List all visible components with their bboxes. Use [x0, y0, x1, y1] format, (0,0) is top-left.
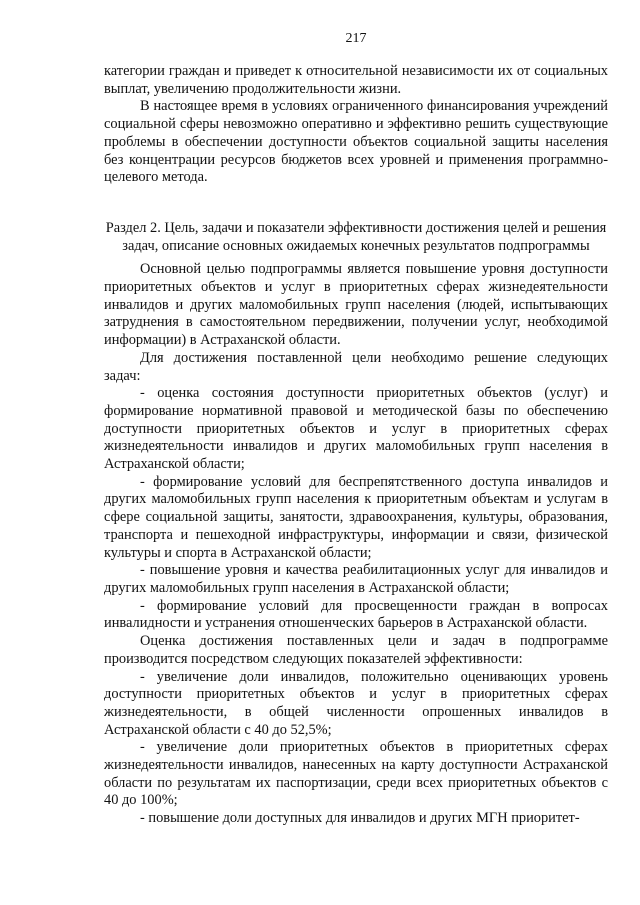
task-list: [104, 385, 608, 633]
indicator-item: - увеличение доли инвалидов, положительно оценивающих уровень доступности приоритетных объектов и услуг в приоритетных сферах жизнедеятельности, в общей численности опрошенных инвалидов в Астраханской области с 40 до 52,5%;: [104, 668, 608, 738]
task-item: - повышение уровня и качества реабилитационных услуг для инвалидов и других маломобильных групп населения в Астраханской области;: [104, 562, 608, 596]
intro-continuation: категории граждан и приведет к относительной независимости их от социальных выплат, увеличению продолжительности жизни.: [104, 63, 608, 97]
indicator-list: [104, 669, 608, 828]
document-page: [104, 30, 608, 828]
goal-paragraph: Основной целью подпрограммы является повышение уровня доступности приоритетных объектов и услуг в приоритетных сферах жизнедеятельности инвалидов и других маломобильных групп населения (людей, испытывающих затруднения в самостоятельном передвижении, получении услуг, необходимой информации) в Астраханской области.: [104, 261, 608, 349]
tasks-intro: Для достижения поставленной цели необходимо решение следующих задач:: [104, 349, 608, 384]
intro-paragraph: В настоящее время в условиях ограниченного финансирования учреждений социальной сферы невозможно оперативно и эффективно решить существующие проблемы в обеспечении доступности объектов социальной защиты населения без концентрации ресурсов бюджетов всех уровней и применения программно-целевого метода.: [104, 98, 608, 186]
page-number: 217: [345, 31, 367, 46]
indicators-intro: Оценка достижения поставленных цели и задач в подпрограмме производится посредством следующих показателей эффективности:: [104, 633, 608, 667]
section-heading: Раздел 2. Цель, задачи и показатели эффективности достижения целей и решения задач, описание основных ожидаемых конечных результатов подпрограммы: [105, 219, 607, 254]
indicator-item: - повышение доли доступных для инвалидов и других МГН приоритет-: [140, 810, 580, 827]
task-item: - формирование условий для просвещенности граждан в вопросах инвалидности и устранения отношенческих барьеров в Астраханской области.: [104, 597, 608, 632]
task-item: - оценка состояния доступности приоритетных объектов (услуг) и формирование нормативной правовой и методической базы по обеспечению доступности приоритетных объектов и услуг в приоритетных сферах жизнедеятельности инвалидов и других маломобильных групп населения в Астраханской области;: [104, 385, 608, 473]
task-item: - формирование условий для беспрепятственного доступа инвалидов и других маломобильных групп населения к приоритетным объектам и услугам в сфере социальной защиты, занятости, здравоохранения, культуры, образования, транспорта и пешеходной инфраструктуры, информации и связи, физической культуры и спорта в Астраханской области;: [104, 473, 608, 561]
section-spacer: [104, 187, 608, 202]
indicator-item: - увеличение доли приоритетных объектов в приоритетных сферах жизнедеятельности инвалидов, нанесенных на карту доступности Астраханской области по результатам их паспортизации, среди всех приоритетных объектов с 40 до 100%;: [104, 739, 608, 809]
